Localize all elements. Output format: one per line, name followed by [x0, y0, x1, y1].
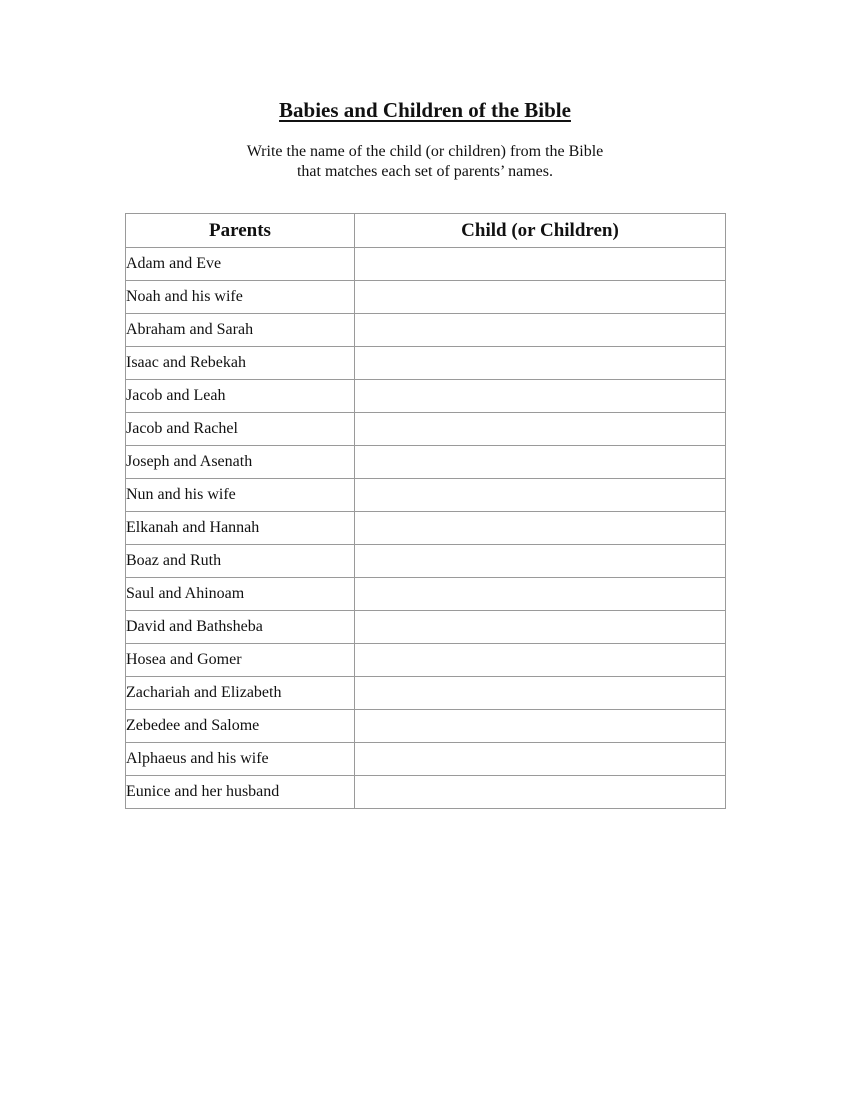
table-row	[126, 347, 726, 380]
worksheet-title: Babies and Children of the Bible	[279, 98, 571, 122]
parents-cell: David and Bathsheba	[126, 611, 355, 644]
child-answer-cell[interactable]	[355, 281, 726, 314]
table-row	[126, 545, 726, 578]
table-header-row	[126, 214, 726, 248]
child-answer-cell[interactable]	[355, 545, 726, 578]
table-row	[126, 248, 726, 281]
child-answer-cell[interactable]	[355, 743, 726, 776]
parents-cell: Boaz and Ruth	[126, 545, 355, 578]
child-answer-cell[interactable]	[355, 413, 726, 446]
child-answer-cell[interactable]	[355, 710, 726, 743]
parents-cell: Noah and his wife	[126, 281, 355, 314]
table-row	[126, 776, 726, 809]
parents-children-table	[125, 213, 726, 809]
parents-cell: Joseph and Asenath	[126, 446, 355, 479]
table-row	[126, 479, 726, 512]
parents-cell: Adam and Eve	[126, 248, 355, 281]
table-row	[126, 710, 726, 743]
parents-cell: Eunice and her husband	[126, 776, 355, 809]
child-answer-cell[interactable]	[355, 512, 726, 545]
table-row	[126, 644, 726, 677]
parents-cell: Abraham and Sarah	[126, 314, 355, 347]
table-row	[126, 677, 726, 710]
instructions-line-1: Write the name of the child (or children) from the Bible	[246, 143, 604, 160]
child-answer-cell[interactable]	[355, 776, 726, 809]
table-row	[126, 743, 726, 776]
child-answer-cell[interactable]	[355, 644, 726, 677]
instructions-line-2: that matches each set of parents’ names.	[296, 163, 554, 180]
table-row	[126, 380, 726, 413]
child-answer-cell[interactable]	[355, 479, 726, 512]
parents-cell: Zebedee and Salome	[126, 710, 355, 743]
child-answer-cell[interactable]	[355, 248, 726, 281]
table-row	[126, 281, 726, 314]
parents-column-header: Parents	[126, 214, 355, 248]
table-row	[126, 413, 726, 446]
child-answer-cell[interactable]	[355, 380, 726, 413]
parents-cell: Elkanah and Hannah	[126, 512, 355, 545]
table-row	[126, 314, 726, 347]
child-answer-cell[interactable]	[355, 347, 726, 380]
parents-cell: Nun and his wife	[126, 479, 355, 512]
table-row	[126, 578, 726, 611]
child-answer-cell[interactable]	[355, 677, 726, 710]
table-row	[126, 446, 726, 479]
child-answer-cell[interactable]	[355, 314, 726, 347]
child-answer-cell[interactable]	[355, 611, 726, 644]
parents-cell: Isaac and Rebekah	[126, 347, 355, 380]
child-answer-cell[interactable]	[355, 446, 726, 479]
parents-cell: Jacob and Leah	[126, 380, 355, 413]
parents-cell: Saul and Ahinoam	[126, 578, 355, 611]
parents-cell: Zachariah and Elizabeth	[126, 677, 355, 710]
child-column-header: Child (or Children)	[355, 214, 726, 248]
parents-cell: Hosea and Gomer	[126, 644, 355, 677]
child-answer-cell[interactable]	[355, 578, 726, 611]
table-row	[126, 512, 726, 545]
instructions	[0, 142, 850, 182]
parents-cell: Alphaeus and his wife	[126, 743, 355, 776]
parents-cell: Jacob and Rachel	[126, 413, 355, 446]
table-row	[126, 611, 726, 644]
